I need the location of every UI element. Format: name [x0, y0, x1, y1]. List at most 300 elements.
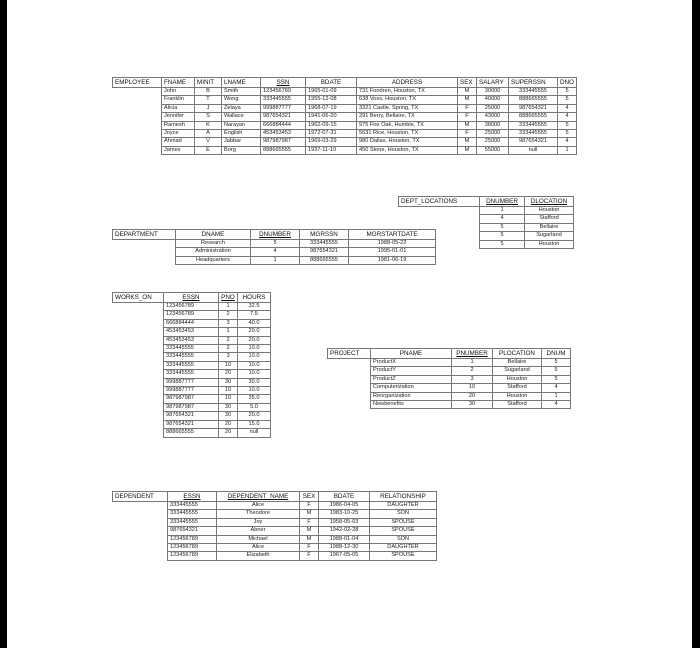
works-on-header-row [113, 293, 271, 303]
table-cell: 1 [542, 392, 571, 400]
table-row [113, 527, 437, 535]
table-cell: 20.0 [238, 412, 271, 420]
table-cell: 43000 [477, 113, 509, 121]
table-row [113, 303, 271, 311]
table-row [113, 510, 437, 518]
table-cell: 2 [219, 345, 238, 353]
table-cell: James [162, 146, 195, 154]
table-cell: Sugarland [525, 232, 574, 240]
table-cell: Jabbar [222, 138, 261, 146]
table-cell: 1969-03-29 [306, 138, 357, 146]
table-cell: 123456789 [168, 552, 217, 560]
table-cell: 30 [452, 401, 493, 409]
table-cell: 1967-05-05 [319, 552, 370, 560]
table-cell: 999887777 [261, 104, 306, 112]
table-cell: F [458, 104, 477, 112]
table-row [113, 256, 436, 264]
table-cell: 333445555 [168, 510, 217, 518]
table-spacer-cell [113, 121, 162, 129]
table-cell: Houston [493, 375, 542, 383]
table-row [113, 96, 577, 104]
table-cell: DAUGHTER [370, 502, 437, 510]
table-cell: English [222, 130, 261, 138]
col-dep-bdate: BDATE [319, 492, 370, 502]
table-cell: 333445555 [168, 502, 217, 510]
table-cell: 1968-07-19 [306, 104, 357, 112]
table-row [113, 88, 577, 96]
table-row [113, 502, 437, 510]
table-cell: 333445555 [261, 96, 306, 104]
table-cell: SPOUSE [370, 527, 437, 535]
table-cell: ProductZ [371, 375, 452, 383]
table-row [113, 370, 271, 378]
table-cell: 30 [219, 403, 238, 411]
table-cell: 5 [542, 367, 571, 375]
table-cell: 333445555 [509, 88, 558, 96]
table-cell: Stafford [493, 384, 542, 392]
table-cell: Joyce [162, 130, 195, 138]
table-cell: 4 [558, 138, 577, 146]
table-spacer-cell [113, 311, 164, 319]
table-spacer-cell [113, 138, 162, 146]
table-row [113, 353, 271, 361]
table-spacer-cell [399, 215, 480, 223]
table-row [113, 311, 271, 319]
table-cell: 987654321 [168, 527, 217, 535]
employee-relation [112, 77, 577, 155]
table-cell: 987654321 [261, 113, 306, 121]
table-cell: M [458, 96, 477, 104]
col-pno: PNO [219, 293, 238, 303]
project-relation [327, 348, 571, 409]
table-cell: 4 [558, 104, 577, 112]
project-header-row [328, 349, 571, 359]
table-cell: 1 [558, 146, 577, 154]
table-cell: 30 [219, 412, 238, 420]
table-spacer-cell [328, 384, 371, 392]
table-cell: 987987987 [164, 395, 219, 403]
table-row [113, 113, 577, 121]
table-cell: 731 Fondren, Houston, TX [357, 88, 458, 96]
employee-header-row [113, 78, 577, 88]
table-row [328, 359, 571, 367]
table-cell: SPOUSE [370, 518, 437, 526]
table-row [113, 535, 437, 543]
table-cell: 5 [542, 375, 571, 383]
table-cell: 987654321 [164, 420, 219, 428]
table-cell: 999887777 [164, 378, 219, 386]
dependent-table [112, 491, 437, 561]
table-cell: 453453453 [164, 336, 219, 344]
col-dep-sex: SEX [300, 492, 319, 502]
table-cell: 1 [452, 359, 493, 367]
table-cell: 10.0 [238, 345, 271, 353]
table-cell: 123456789 [164, 311, 219, 319]
table-cell: Theodore [217, 510, 300, 518]
table-cell: 1962-09-15 [306, 121, 357, 129]
table-spacer-cell [113, 96, 162, 104]
table-cell: 30 [219, 378, 238, 386]
table-cell: SPOUSE [370, 552, 437, 560]
table-cell: M [300, 535, 319, 543]
table-cell: 1 [480, 207, 525, 215]
table-cell: Ramesh [162, 121, 195, 129]
table-spacer-cell [113, 104, 162, 112]
table-cell: K [195, 121, 222, 129]
table-cell: 987654321 [164, 412, 219, 420]
table-row [113, 240, 436, 248]
table-spacer-cell [113, 518, 168, 526]
col-sex: SEX [458, 78, 477, 88]
works-on-relation [112, 292, 271, 438]
table-cell: 20 [219, 429, 238, 437]
table-cell: 450 Stone, Houston, TX [357, 146, 458, 154]
table-row [113, 387, 271, 395]
table-spacer-cell [328, 375, 371, 383]
table-cell: Bellaire [493, 359, 542, 367]
table-cell: 1958-05-03 [319, 518, 370, 526]
table-row [113, 146, 577, 154]
table-cell: 453453453 [164, 328, 219, 336]
table-spacer-cell [113, 395, 164, 403]
table-cell: F [300, 552, 319, 560]
col-superssn: SUPERSSN [509, 78, 558, 88]
table-cell: 15.0 [238, 420, 271, 428]
works-on-label: WORKS_ON [113, 293, 164, 303]
table-cell: 1981-06-19 [349, 256, 436, 264]
table-cell: DAUGHTER [370, 544, 437, 552]
table-cell: F [458, 113, 477, 121]
dependent-header-row [113, 492, 437, 502]
table-cell: 999887777 [164, 387, 219, 395]
project-label: PROJECT [328, 349, 371, 359]
table-cell: 4 [558, 113, 577, 121]
col-lname: LNAME [222, 78, 261, 88]
table-row [113, 138, 577, 146]
table-cell: 1988-01-04 [319, 535, 370, 543]
table-cell: 333445555 [509, 121, 558, 129]
table-spacer-cell [113, 328, 164, 336]
works-on-table [112, 292, 271, 438]
department-label: DEPARTMENT [113, 230, 176, 240]
table-spacer-cell [113, 535, 168, 543]
table-cell: E [195, 146, 222, 154]
table-cell: 5 [480, 232, 525, 240]
table-cell: 1988-12-30 [319, 544, 370, 552]
table-cell: Houston [493, 392, 542, 400]
project-table [327, 348, 571, 409]
table-spacer-cell [113, 378, 164, 386]
table-cell: 40000 [477, 96, 509, 104]
table-cell: 888665555 [300, 256, 349, 264]
table-row [113, 544, 437, 552]
table-cell: 3 [219, 353, 238, 361]
col-dnumber: DNUMBER [480, 197, 525, 207]
table-cell: 10 [219, 361, 238, 369]
col-dname: DNAME [176, 230, 251, 240]
table-cell: 2 [452, 367, 493, 375]
table-cell: 30000 [477, 88, 509, 96]
table-row [399, 207, 574, 215]
table-cell: Alicia [162, 104, 195, 112]
table-cell: 10.0 [238, 361, 271, 369]
table-spacer-cell [113, 387, 164, 395]
right-black-border [692, 0, 700, 648]
table-cell: 25000 [477, 104, 509, 112]
table-row [328, 392, 571, 400]
col-dlocation: DLOCATION [525, 197, 574, 207]
table-cell: Franklin [162, 96, 195, 104]
table-spacer-cell [113, 527, 168, 535]
col-plocation: PLOCATION [493, 349, 542, 359]
table-cell: 5 [542, 359, 571, 367]
table-cell: Houston [525, 240, 574, 248]
table-cell: 2 [219, 336, 238, 344]
table-cell: Reorganization [371, 392, 452, 400]
table-cell: 5 [558, 88, 577, 96]
col-mgrssn: MGRSSN [300, 230, 349, 240]
table-cell: 20 [219, 420, 238, 428]
col-minit: MINIT [195, 78, 222, 88]
table-cell: 4 [542, 401, 571, 409]
table-spacer-cell [113, 248, 176, 256]
table-cell: 5 [251, 240, 300, 248]
table-cell: 4 [480, 215, 525, 223]
table-spacer-cell [113, 403, 164, 411]
table-cell: 10 [219, 395, 238, 403]
table-row [113, 412, 271, 420]
table-cell: S [195, 113, 222, 121]
table-cell: 453453453 [261, 130, 306, 138]
table-cell: M [458, 138, 477, 146]
department-header-row [113, 230, 436, 240]
table-cell: 3 [452, 375, 493, 383]
table-cell: 1 [219, 328, 238, 336]
table-cell: 980 Dallas, Houston, TX [357, 138, 458, 146]
col-dep-essn: ESSN [168, 492, 217, 502]
table-spacer-cell [113, 370, 164, 378]
table-row [113, 420, 271, 428]
table-row [328, 367, 571, 375]
table-cell: Narayan [222, 121, 261, 129]
col-bdate: BDATE [306, 78, 357, 88]
table-cell: 4 [542, 384, 571, 392]
table-cell: 1941-06-20 [306, 113, 357, 121]
table-cell: 123456789 [168, 544, 217, 552]
table-cell: 10.0 [238, 370, 271, 378]
table-cell: 20.0 [238, 336, 271, 344]
table-cell: Computerization [371, 384, 452, 392]
table-cell: A [195, 130, 222, 138]
table-cell: 25000 [477, 138, 509, 146]
table-cell: T [195, 96, 222, 104]
table-row [113, 336, 271, 344]
table-spacer-cell [113, 345, 164, 353]
table-spacer-cell [328, 367, 371, 375]
left-black-border [0, 0, 7, 648]
table-spacer-cell [113, 502, 168, 510]
col-dnum: DNUM [542, 349, 571, 359]
table-spacer-cell [113, 429, 164, 437]
table-cell: 32.5 [238, 303, 271, 311]
table-cell: Stafford [493, 401, 542, 409]
table-cell: Wallace [222, 113, 261, 121]
table-cell: 3 [219, 319, 238, 327]
table-cell: Borg [222, 146, 261, 154]
table-spacer-cell [113, 319, 164, 327]
table-cell: 38000 [477, 121, 509, 129]
table-cell: SON [370, 535, 437, 543]
table-cell: 1995-01-01 [349, 248, 436, 256]
department-relation [112, 229, 436, 265]
table-cell: 1 [251, 256, 300, 264]
table-cell: Stafford [525, 215, 574, 223]
table-spacer-cell [113, 361, 164, 369]
col-essn: ESSN [164, 293, 219, 303]
table-cell: 30.0 [238, 378, 271, 386]
table-cell: F [458, 130, 477, 138]
table-cell: 5 [480, 240, 525, 248]
table-cell: Michael [217, 535, 300, 543]
table-cell: 5 [558, 130, 577, 138]
dept-locations-header-row [399, 197, 574, 207]
table-cell: 987654321 [509, 138, 558, 146]
col-ssn: SSN [261, 78, 306, 88]
employee-table [112, 77, 577, 155]
table-cell: 888665555 [164, 429, 219, 437]
table-cell: 638 Voss, Houston, TX [357, 96, 458, 104]
table-cell: 888665555 [509, 96, 558, 104]
table-cell: Elizabeth [217, 552, 300, 560]
table-cell: Alice [217, 502, 300, 510]
table-spacer-cell [113, 353, 164, 361]
table-spacer-cell [113, 113, 162, 121]
table-cell: 666884444 [164, 319, 219, 327]
table-cell: 5 [558, 96, 577, 104]
table-cell: 1 [219, 303, 238, 311]
table-cell: 333445555 [164, 345, 219, 353]
table-row [328, 384, 571, 392]
table-spacer-cell [113, 256, 176, 264]
table-spacer-cell [113, 88, 162, 96]
table-cell: SON [370, 510, 437, 518]
table-cell: 10 [219, 387, 238, 395]
table-cell: F [300, 544, 319, 552]
table-spacer-cell [328, 359, 371, 367]
table-cell: 1972-07-31 [306, 130, 357, 138]
table-spacer-cell [113, 336, 164, 344]
table-spacer-cell [113, 412, 164, 420]
table-cell: 3321 Castle, Spring, TX [357, 104, 458, 112]
col-dependent-name: DEPENDENT_NAME [217, 492, 300, 502]
table-cell: M [300, 527, 319, 535]
table-row [113, 552, 437, 560]
table-cell: 1937-11-10 [306, 146, 357, 154]
table-row [113, 395, 271, 403]
table-cell: Headquarters [176, 256, 251, 264]
table-cell: 1955-12-08 [306, 96, 357, 104]
table-cell: ProductY [371, 367, 452, 375]
table-cell: null [509, 146, 558, 154]
table-cell: 123456789 [261, 88, 306, 96]
col-dno: DNO [558, 78, 577, 88]
table-cell: 20 [219, 370, 238, 378]
col-relationship: RELATIONSHIP [370, 492, 437, 502]
table-cell: J [195, 104, 222, 112]
col-salary: SALARY [477, 78, 509, 88]
table-cell: 987987987 [164, 403, 219, 411]
table-cell: M [458, 146, 477, 154]
table-cell: 25000 [477, 130, 509, 138]
table-cell: Zelaya [222, 104, 261, 112]
table-cell: F [300, 518, 319, 526]
table-row [113, 130, 577, 138]
table-cell: 1983-10-25 [319, 510, 370, 518]
table-row [328, 401, 571, 409]
table-cell: 1965-01-09 [306, 88, 357, 96]
table-row [113, 121, 577, 129]
table-cell: M [458, 121, 477, 129]
table-cell: 35.0 [238, 395, 271, 403]
col-address: ADDRESS [357, 78, 458, 88]
table-cell: 123456789 [164, 303, 219, 311]
table-cell: 333445555 [164, 353, 219, 361]
table-cell: 1986-04-05 [319, 502, 370, 510]
table-cell: 987654321 [300, 248, 349, 256]
table-cell: 4 [251, 248, 300, 256]
table-cell: 1942-02-28 [319, 527, 370, 535]
table-cell: Wong [222, 96, 261, 104]
table-cell: ProductX [371, 359, 452, 367]
table-row [113, 328, 271, 336]
table-cell: 40.0 [238, 319, 271, 327]
table-cell: 5631 Rice, Houston, TX [357, 130, 458, 138]
table-cell: V [195, 138, 222, 146]
table-cell: Houston [525, 207, 574, 215]
table-spacer-cell [113, 240, 176, 248]
col-mgrstartdate: MGRSTARTDATE [349, 230, 436, 240]
table-cell: Jennifer [162, 113, 195, 121]
table-cell: null [238, 429, 271, 437]
table-cell: 333445555 [300, 240, 349, 248]
table-cell: 123456789 [168, 535, 217, 543]
table-cell: 10 [452, 384, 493, 392]
table-cell: 10.0 [238, 387, 271, 395]
table-cell: 1988-05-22 [349, 240, 436, 248]
table-cell: Ahmad [162, 138, 195, 146]
employee-label: EMPLOYEE [113, 78, 162, 88]
table-cell: Administration [176, 248, 251, 256]
table-spacer-cell [328, 401, 371, 409]
table-row [113, 319, 271, 327]
dept-locations-label: DEPT_LOCATIONS [399, 197, 480, 207]
table-cell: Bellaire [525, 223, 574, 231]
table-row [399, 215, 574, 223]
table-cell: 987654321 [509, 104, 558, 112]
table-cell: 20 [452, 392, 493, 400]
table-cell: M [300, 510, 319, 518]
table-cell: Smith [222, 88, 261, 96]
table-spacer-cell [399, 207, 480, 215]
table-cell: 5.0 [238, 403, 271, 411]
table-row [113, 248, 436, 256]
table-spacer-cell [113, 130, 162, 138]
table-cell: Abner [217, 527, 300, 535]
table-spacer-cell [113, 146, 162, 154]
table-cell: 7.5 [238, 311, 271, 319]
table-cell: 10.0 [238, 353, 271, 361]
table-row [113, 429, 271, 437]
